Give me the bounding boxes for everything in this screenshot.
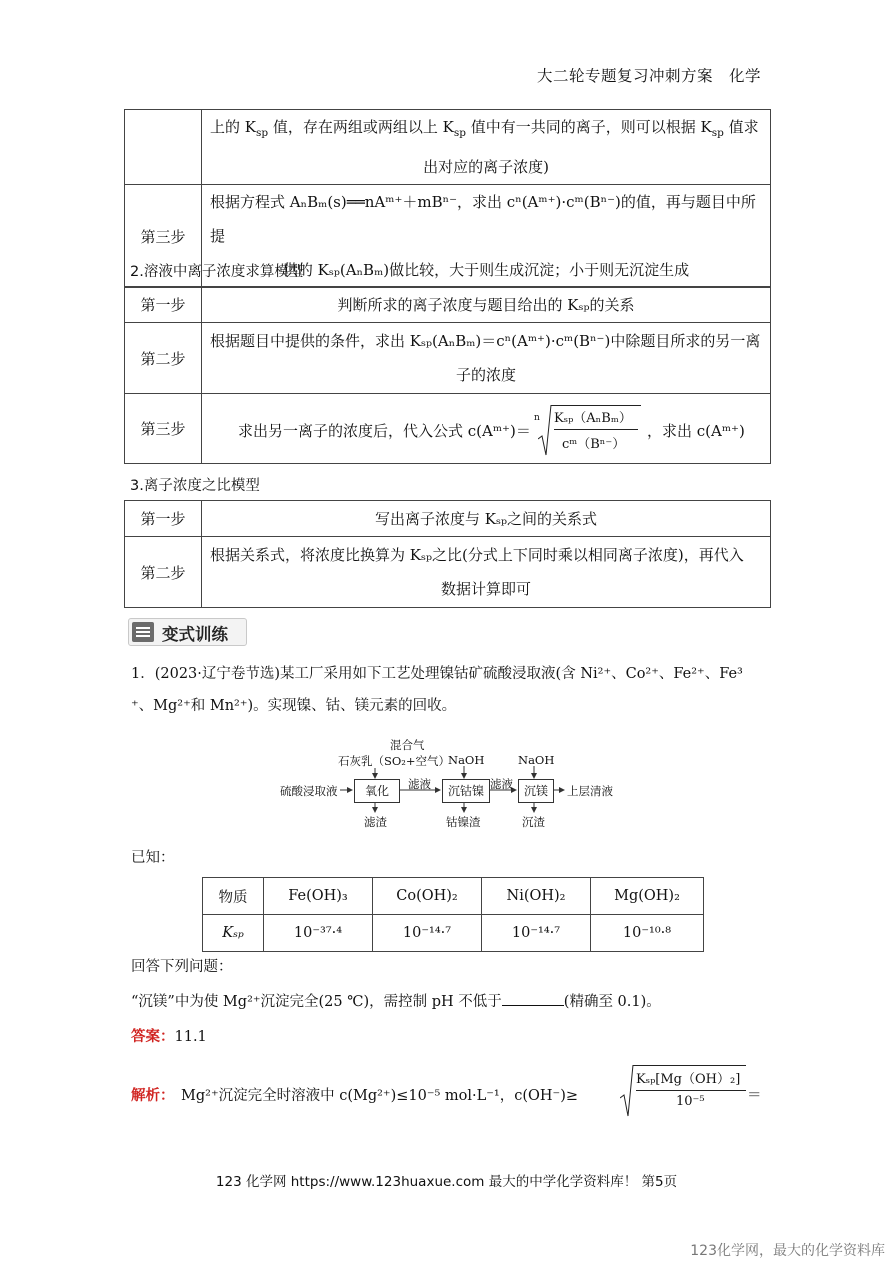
step-label: 第二步: [125, 323, 202, 394]
step-content: 根据题目中提供的条件，求出 Kₛₚ(AₙBₘ)＝cⁿ(Aᵐ⁺)·cᵐ(Bⁿ⁻)中除题目所求的另一离 子的浓度: [202, 323, 771, 394]
section-title: 2.溶液中离子浓度求算模型: [130, 264, 304, 280]
badge-label: 变式训练: [162, 625, 228, 644]
answer-prompt: 回答下列问题：: [131, 959, 233, 975]
page-header: 大二轮专题复习冲刺方案 化学: [536, 67, 761, 85]
question-text: ⁺、Mg²⁺和 Mn²⁺)。实现镍、钴、镁元素的回收。: [131, 698, 457, 714]
step-content: 根据方程式 AₙBₘ(s)══nAᵐ⁺＋mBⁿ⁻，求出 cⁿ(Aᵐ⁺)·cᵐ(Bⁿ⁻)的值，再与题目中所提 供的 Kₛₚ(AₙBₘ)做比较，大于则生成沉淀；小于则无沉淀生成: [202, 185, 771, 288]
sqrt-sign: [620, 1064, 634, 1120]
page-footer: 123 化学网 https://www.123huaxue.com 最大的中学化学资料库！ 第5页: [215, 1174, 678, 1190]
section-title: 3.离子浓度之比模型: [130, 478, 260, 494]
step-box-oxidation: 氧化: [354, 779, 400, 803]
step-label: 第三步: [125, 185, 202, 288]
sqrt-sign: [538, 403, 552, 459]
step-label: 第一步: [125, 501, 202, 537]
process-flow: 硫酸浸取液 混合气 石灰乳（SO₂+空气） 氧化 滤液 NaOH 沉钴镍 滤液 NaOH 沉镁 上层清液 滤渣 钴镍渣 沉渣: [280, 738, 613, 829]
known-label: 已知：: [131, 850, 175, 866]
step-label: 第三步: [125, 394, 202, 464]
step-box-precipitate-mg: 沉镁: [518, 779, 554, 803]
question-text: 1．(2023·辽宁卷节选)某工厂采用如下工艺处理镍钴矿硫酸浸取液(含 Ni²⁺、Co²⁺、Fe²⁺、Fe³: [131, 666, 743, 682]
watermark: 123化学网，最大的化学资料库: [690, 1243, 885, 1259]
empty-step-cell: [125, 110, 202, 185]
step-box-precipitate-co-ni: 沉钴镍: [442, 779, 490, 803]
step-label: 第二步: [125, 537, 202, 608]
table-ion-ratio: [124, 500, 771, 608]
step-content: 写出离子浓度与 Kₛₚ之间的关系式: [202, 501, 771, 537]
step-content: 根据关系式，将浓度比换算为 Kₛₚ之比(分式上下同时乘以相同离子浓度)，再代入 数据计算即可: [202, 537, 771, 608]
question-line: “沉镁”中为使 Mg²⁺沉淀完全(25 ℃)，需控制 pH 不低于 (精确至 0.1)。: [131, 987, 661, 1017]
step-label: 第一步: [125, 287, 202, 323]
step-content: 上的 $K_{sp}$ 值，存在两组或两组以上 $K_{sp}$ 值中有一共同的离子，则可以根据 $K_{sp}$ 值求 出对应的离子浓度): [202, 110, 771, 185]
answer-blank: [502, 991, 564, 1006]
step-content: 判断所求的离子浓度与题目给出的 Kₛₚ的关系: [202, 287, 771, 323]
table-ion-concentration: [124, 286, 771, 464]
book-icon: [132, 622, 154, 642]
answer-line: 答案：11.1: [131, 1029, 207, 1045]
ksp-table: 物质 Fe(OH)₃ Co(OH)₂ Ni(OH)₂ Mg(OH)₂ Kₛₚ 10⁻³⁷·⁴ 10⁻¹⁴·⁷ 10⁻¹⁴·⁷ 10⁻¹⁰·⁸: [202, 877, 704, 952]
practice-badge: [128, 618, 247, 646]
analysis-line: 解析： Mg²⁺沉淀完全时溶液中 c(Mg²⁺)≤10⁻⁵ mol·L⁻¹，c(OH⁻)≥ Kₛₚ[Mg（OH）₂] 10⁻⁵ ＝: [131, 1062, 771, 1122]
step-content: 求出另一离子的浓度后，代入公式 c(Aᵐ⁺)＝ n Kₛₚ（AₙBₘ） cᵐ（Bⁿ⁻） ，求出 c(Aᵐ⁺): [202, 394, 771, 464]
